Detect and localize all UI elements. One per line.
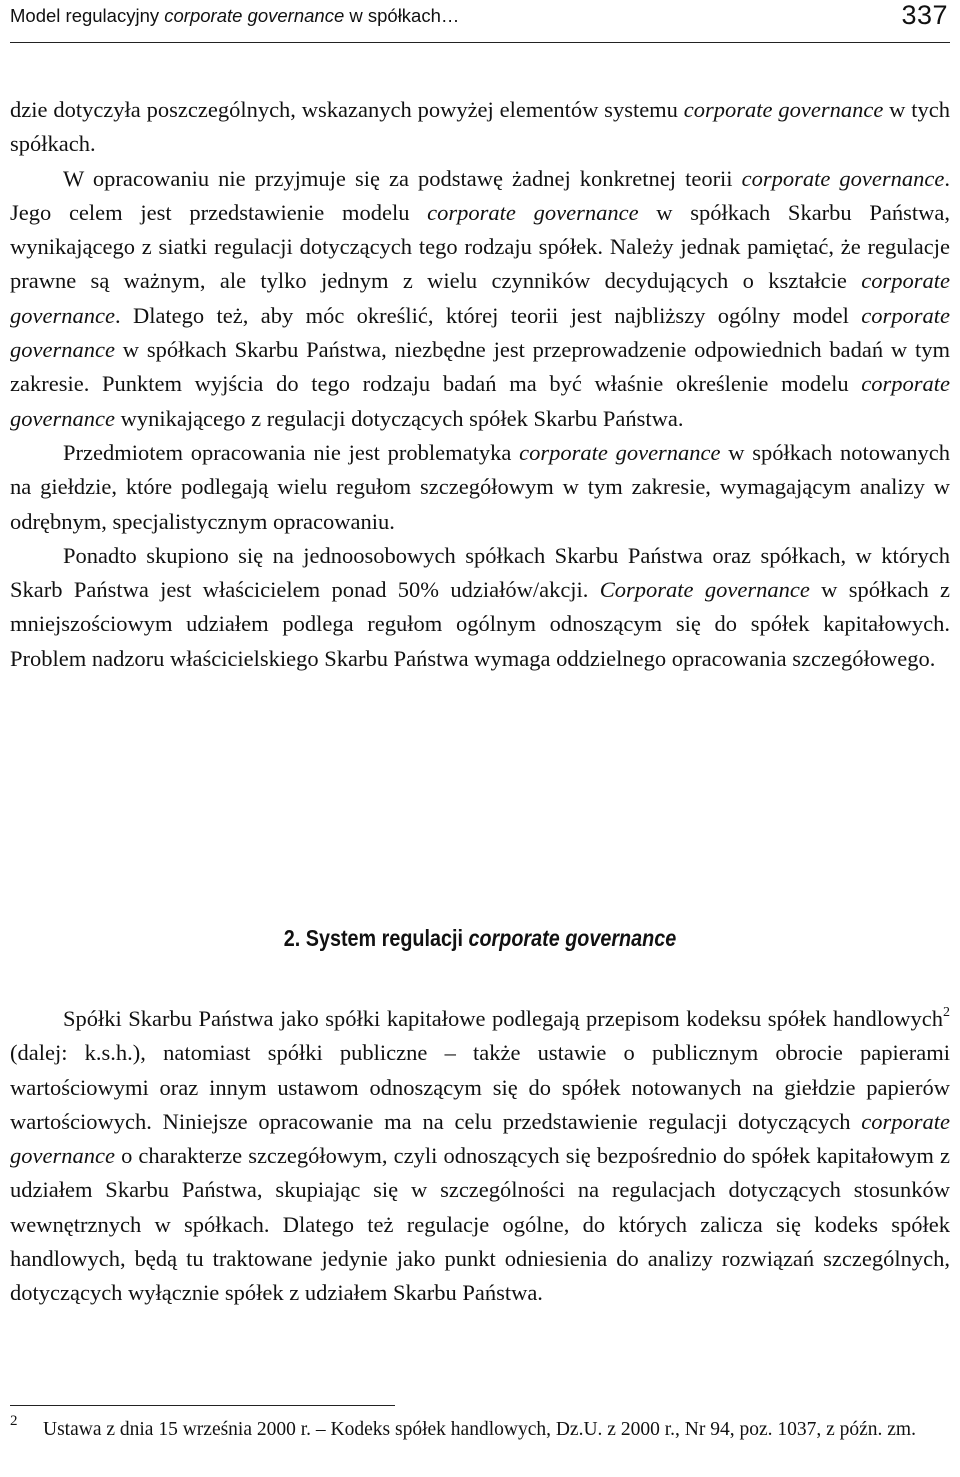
section-heading-italic: corporate governance [468, 925, 677, 951]
paragraph [10, 1002, 950, 1311]
footnote-text: Ustawa z dnia 15 września 2000 r. – Kodeks spółek handlowych, Dz.U. z 2000 r., Nr 94, poz. 1037, z późn. zm. [43, 1419, 916, 1440]
text-run: w spółkach notowanych na giełdzie, które podlegają wielu regułom szczegółowym w tym zakresie, wymagającym analizy w odrębnym, specjalistycznym opracowaniu. [10, 439, 950, 534]
footnote-number: 2 [10, 1413, 18, 1429]
italic-term: corporate governance [10, 268, 950, 328]
text-run: . Dlatego też, aby móc określić, której teorii jest najbliższy ogólny model [114, 302, 862, 328]
body-text-bottom [10, 1002, 950, 1311]
text-run: (dalej: k.s.h.), natomiast spółki publiczne – także ustawie o publicznym obrocie papierami wartościowymi oraz innym ustawom odnoszącym się do spółek notowanych na giełdzie papierów wartościowych. Niniejsze opracowanie ma na celu przedstawienie regulacji dotyczących [10, 1040, 950, 1134]
running-title-prefix: Model regulacyjny [10, 5, 165, 26]
section-heading-text: 2. System regulacji [283, 925, 469, 951]
text-run: o charakterze szczegółowym, czyli odnoszących się bezpośrednio do spółek kapitałowym z udziałem Skarbu Państwa, skupiając się w szczególności na regulacjach dotyczących stosunków wewnętrznych w spółkach. Dlatego też regulacje ogólne, do których zalicza się kodeks spółek handlowych, będą tu traktowane jedynie jako punkt odniesienia do analizy rozwiązań szczególnych, dotyczących wyłącznie spółek z udziałem Skarbu Państwa. [10, 1143, 950, 1306]
running-title [10, 5, 459, 27]
footnote [10, 1413, 950, 1443]
italic-term: corporate governance [519, 439, 721, 465]
text-run: wynikającego z regulacji dotyczących spółek Skarbu Państwa. [114, 405, 684, 431]
italic-term: corporate governance [10, 1108, 950, 1169]
text-run: . Jego celem jest przedstawienie modelu [10, 165, 950, 225]
paragraph [10, 93, 950, 162]
running-header [10, 0, 950, 43]
text-run: W opracowaniu nie przyjmuje się za podstawę żadnej konkretnej teorii [63, 165, 742, 191]
text-run: Spółki Skarbu Państwa jako spółki kapitałowe podlegają przepisom kodeksu spółek handlowych [63, 1006, 943, 1031]
text-run: w spółkach z mniejszościowym udziałem podlega regułom ogólnym odnoszącym się do spółek kapitałowych. Problem nadzoru właścicielskiego Skarbu Państwa wymaga oddzielnego opracowania szczegółowego. [10, 577, 951, 671]
section-heading [67, 925, 893, 952]
italic-term: corporate governance [10, 371, 950, 431]
text-run: Ponadto skupiono się na jednoosobowych spółkach Skarbu Państwa oraz spółkach, w których Skarb Państwa jest właścicielem ponad 50% udziałów/akcji. [10, 542, 950, 603]
italic-term: corporate governance [741, 165, 945, 191]
paragraph [10, 436, 950, 539]
page-number: 337 [901, 0, 948, 30]
text-run: w spółkach Skarbu Państwa, niezbędne jest przeprowadzenie odpowiednich badań w tym zakresie. Punktem wyjścia do tego rodzaju badań ma być właśnie określenie modelu [10, 337, 950, 397]
paragraph [10, 162, 950, 436]
footnote-ref: 2 [943, 1005, 950, 1020]
italic-term: corporate governance [10, 302, 950, 363]
text-run: Przedmiotem opracowania nie jest problematyka [63, 439, 520, 465]
italic-term: corporate governance [427, 199, 639, 225]
body-text-top [10, 93, 950, 676]
running-title-suffix: w spółkach… [344, 5, 460, 26]
italic-term: corporate governance [683, 97, 884, 122]
italic-term: Corporate governance [599, 577, 810, 603]
text-run: w spółkach Skarbu Państwa, wynikającego z siatki regulacji dotyczących tego rodzaju spółek. Należy jednak pamiętać, że regulacje prawne są ważnym, ale tylko jednym z wielu czynników decydujących o kształcie [10, 199, 950, 294]
text-run: w tych spółkach. [10, 97, 950, 157]
text-run: dzie dotyczyła poszczególnych, wskazanych powyżej elementów systemu [10, 97, 684, 122]
footnote-divider [10, 1405, 395, 1406]
running-title-italic: corporate governance [164, 5, 345, 26]
paragraph [10, 539, 950, 676]
